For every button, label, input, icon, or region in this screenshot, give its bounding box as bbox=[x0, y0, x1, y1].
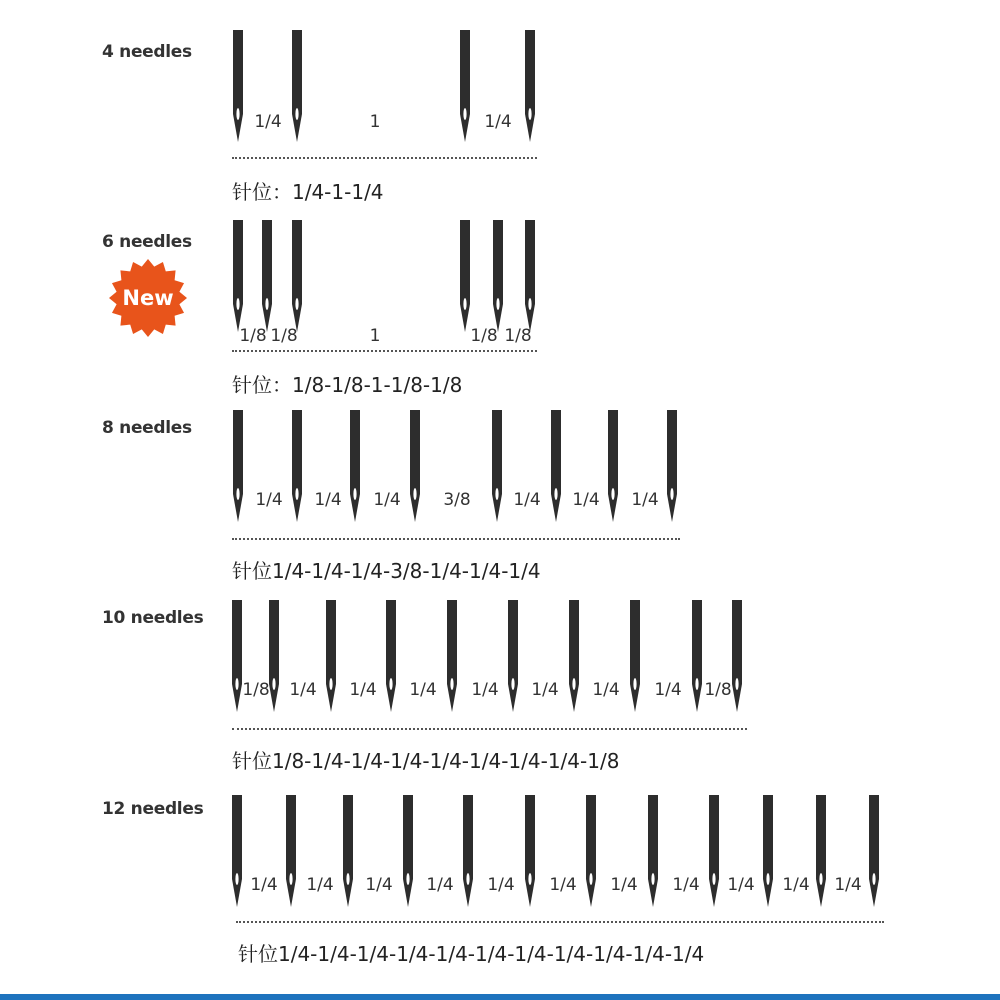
gap-label: 1/4 bbox=[349, 680, 377, 700]
gap-label: 1/4 bbox=[487, 875, 515, 895]
needle-icon bbox=[261, 220, 273, 332]
gap-label: 1/4 bbox=[782, 875, 810, 895]
needle-icon bbox=[762, 795, 774, 907]
new-badge bbox=[108, 258, 188, 338]
gap-label: 1/4 bbox=[610, 875, 638, 895]
section-title: 6 needles bbox=[102, 232, 192, 252]
gap-label: 1/4 bbox=[572, 490, 600, 510]
gap-label: 1/4 bbox=[727, 875, 755, 895]
gap-label: 1/4 bbox=[513, 490, 541, 510]
needle-icon bbox=[492, 220, 504, 332]
gap-label: 1/4 bbox=[834, 875, 862, 895]
needle-icon bbox=[691, 600, 703, 712]
needle-position-caption: 针位1/4-1/4-1/4-3/8-1/4-1/4-1/4 bbox=[232, 559, 541, 583]
gap-label: 1/8 bbox=[270, 326, 298, 346]
needle-icon bbox=[409, 410, 421, 522]
gap-label: 1/4 bbox=[254, 112, 282, 132]
gap-label: 1/4 bbox=[250, 875, 278, 895]
needle-icon bbox=[568, 600, 580, 712]
gap-label: 1/4 bbox=[373, 490, 401, 510]
section-12-needles bbox=[0, 795, 1000, 985]
section-8-needles bbox=[0, 410, 1000, 590]
needle-icon bbox=[349, 410, 361, 522]
needle-icon bbox=[231, 795, 243, 907]
gap-label: 1/4 bbox=[531, 680, 559, 700]
gap-label: 1/8 bbox=[242, 680, 270, 700]
gap-label: 1/4 bbox=[314, 490, 342, 510]
gap-label: 1/4 bbox=[471, 680, 499, 700]
needle-position-caption: 针位：1/4-1-1/4 bbox=[232, 180, 384, 204]
needle-icon bbox=[666, 410, 678, 522]
section-title: 8 needles bbox=[102, 418, 192, 438]
needle-icon bbox=[607, 410, 619, 522]
needle-icon bbox=[462, 795, 474, 907]
needle-icon bbox=[232, 410, 244, 522]
bottom-bar bbox=[0, 994, 1000, 1000]
gap-label: 1/8 bbox=[504, 326, 532, 346]
badge-text: New bbox=[122, 286, 174, 310]
needle-icon bbox=[385, 600, 397, 712]
needle-icon bbox=[231, 600, 243, 712]
gap-label: 1/4 bbox=[631, 490, 659, 510]
needle-icon bbox=[342, 795, 354, 907]
needle-icon bbox=[268, 600, 280, 712]
needle-icon bbox=[507, 600, 519, 712]
gap-label: 1/8 bbox=[704, 680, 732, 700]
needle-icon bbox=[291, 220, 303, 332]
needle-icon bbox=[446, 600, 458, 712]
needle-icon bbox=[491, 410, 503, 522]
section-10-needles bbox=[0, 600, 1000, 780]
gap-label: 1/4 bbox=[672, 875, 700, 895]
needle-icon bbox=[868, 795, 880, 907]
gap-label: 1/4 bbox=[549, 875, 577, 895]
gap-label: 1/4 bbox=[654, 680, 682, 700]
gap-label: 1 bbox=[369, 326, 381, 346]
needle-position-caption: 针位1/4-1/4-1/4-1/4-1/4-1/4-1/4-1/4-1/4-1/4-1/4 bbox=[238, 942, 705, 966]
needle-icon bbox=[524, 795, 536, 907]
needle-icon bbox=[285, 795, 297, 907]
gap-label: 1/8 bbox=[239, 326, 267, 346]
starburst-icon bbox=[108, 258, 188, 338]
needle-icon bbox=[402, 795, 414, 907]
gap-label: 1/4 bbox=[365, 875, 393, 895]
dotted-separator bbox=[232, 157, 537, 159]
needle-icon bbox=[585, 795, 597, 907]
dotted-separator bbox=[232, 538, 680, 540]
needle-icon bbox=[232, 30, 244, 142]
gap-label: 1/8 bbox=[470, 326, 498, 346]
needle-icon bbox=[291, 30, 303, 142]
gap-label: 1/4 bbox=[484, 112, 512, 132]
needle-position-caption: 针位：1/8-1/8-1-1/8-1/8 bbox=[232, 373, 463, 397]
needle-icon bbox=[524, 30, 536, 142]
needle-icon bbox=[815, 795, 827, 907]
section-4-needles bbox=[0, 30, 1000, 204]
needle-icon bbox=[459, 220, 471, 332]
gap-label: 1/4 bbox=[306, 875, 334, 895]
needle-icon bbox=[550, 410, 562, 522]
gap-label: 1/4 bbox=[426, 875, 454, 895]
gap-label: 1/4 bbox=[592, 680, 620, 700]
dotted-separator bbox=[236, 921, 884, 923]
needle-icon bbox=[291, 410, 303, 522]
needle-icon bbox=[629, 600, 641, 712]
dotted-separator bbox=[232, 350, 537, 352]
needle-position-caption: 针位1/8-1/4-1/4-1/4-1/4-1/4-1/4-1/4-1/8 bbox=[232, 749, 620, 773]
needle-icon bbox=[647, 795, 659, 907]
gap-label: 1/4 bbox=[255, 490, 283, 510]
gap-label: 3/8 bbox=[443, 490, 471, 510]
dotted-separator bbox=[232, 728, 747, 730]
gap-label: 1/4 bbox=[409, 680, 437, 700]
gap-label: 1/4 bbox=[289, 680, 317, 700]
section-title: 4 needles bbox=[102, 42, 192, 62]
needle-icon bbox=[325, 600, 337, 712]
section-title: 12 needles bbox=[102, 799, 204, 819]
needle-icon bbox=[524, 220, 536, 332]
needle-icon bbox=[232, 220, 244, 332]
section-title: 10 needles bbox=[102, 608, 204, 628]
needle-icon bbox=[731, 600, 743, 712]
gap-label: 1 bbox=[369, 112, 381, 132]
needle-icon bbox=[459, 30, 471, 142]
needle-icon bbox=[708, 795, 720, 907]
